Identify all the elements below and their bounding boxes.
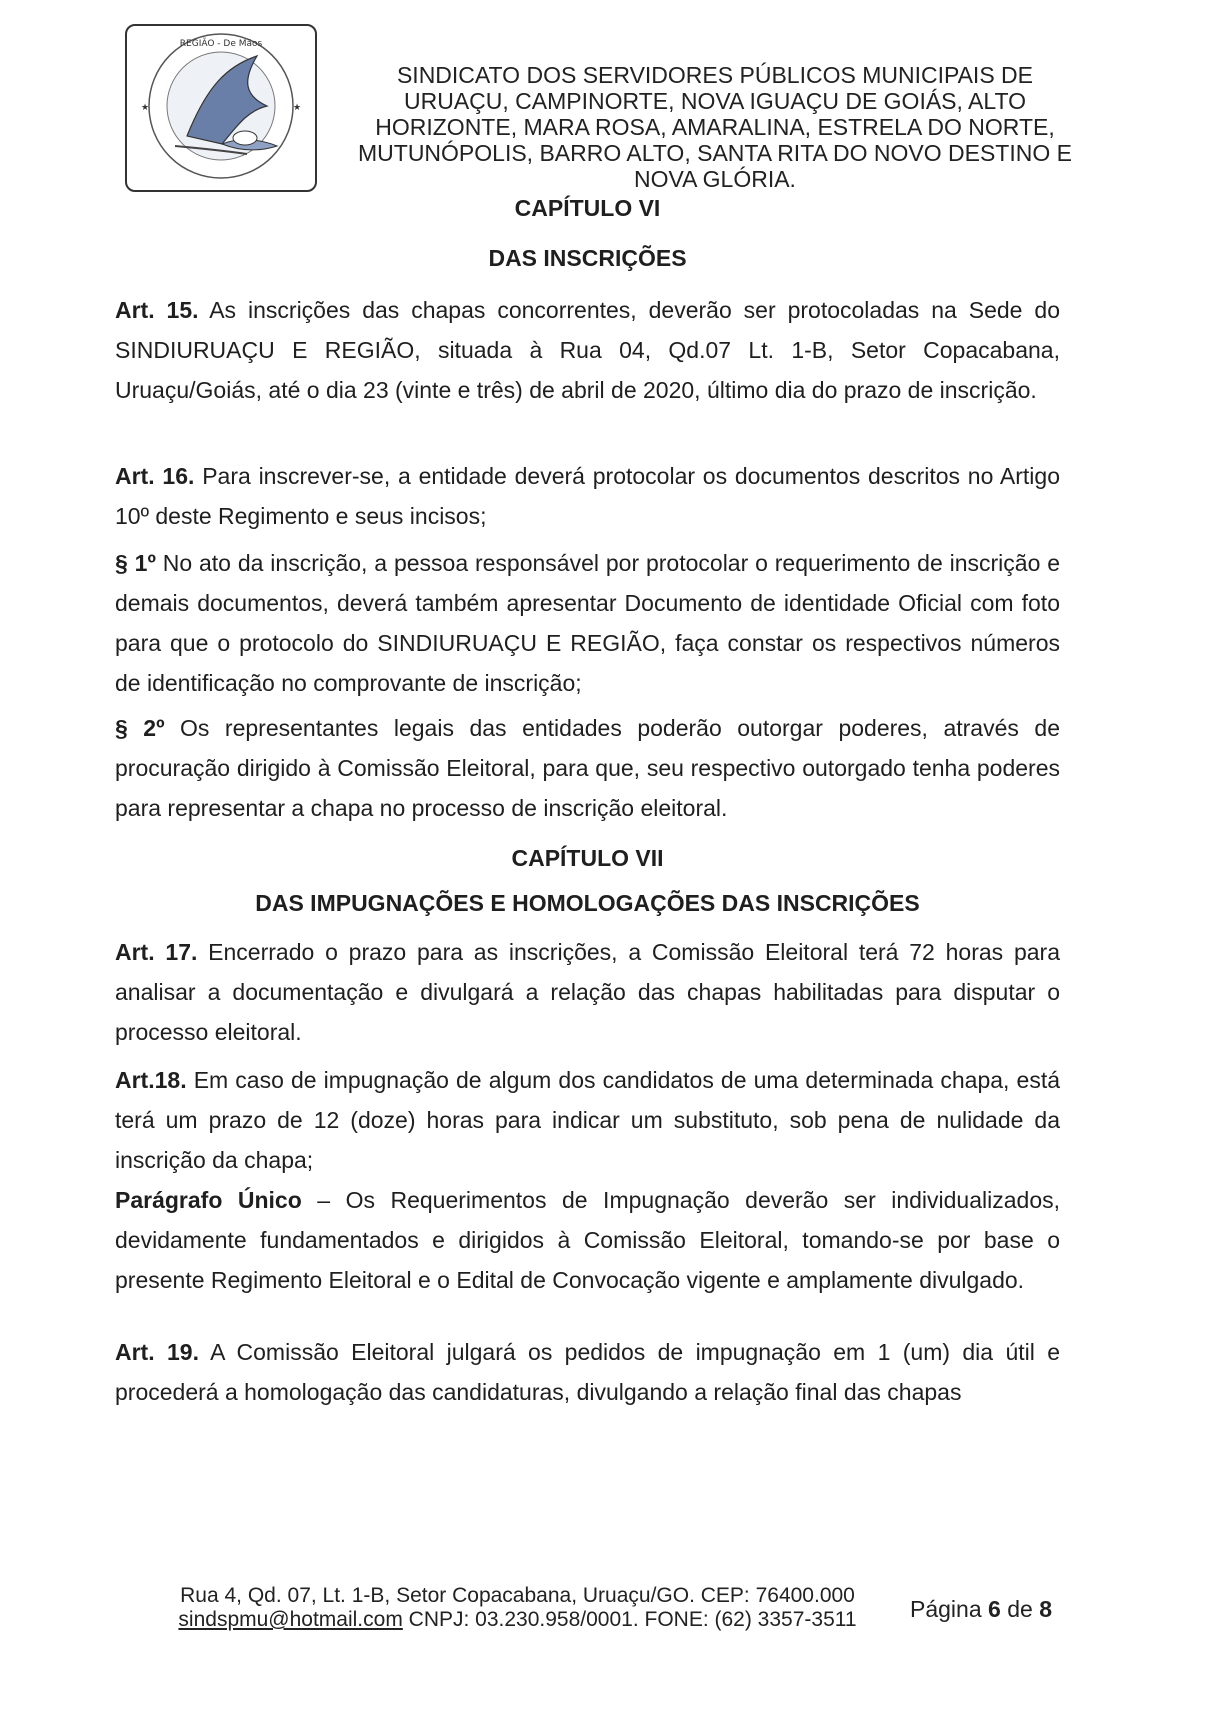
page-current: 6 <box>988 1596 1001 1622</box>
svg-text:★: ★ <box>293 103 302 113</box>
paragraph-text: Os representantes legais das entidades poderão outorgar poderes, através de procuração dirigido à Comissão Eleitoral, para que, seu respectivo outorgado tenha poderes para representar a chapa no processo de inscrição eleitoral. <box>115 715 1060 821</box>
paragraph-label: Parágrafo Único <box>115 1187 302 1213</box>
article-label: Art.18. <box>115 1067 187 1093</box>
footer-address-line: Rua 4, Qd. 07, Lt. 1-B, Setor Copacabana, Uruaçu/GO. CEP: 76400.000 <box>180 1584 855 1607</box>
eagle-handshake-emblem-icon <box>127 26 315 190</box>
article-16 <box>115 456 1060 536</box>
header-line: HORIZONTE, MARA ROSA, AMARALINA, ESTRELA DO NORTE, <box>375 114 1055 140</box>
page-prefix: Página <box>910 1596 982 1622</box>
article-text: Em caso de impugnação de algum dos candidatos de uma determinada chapa, está terá um prazo de 12 (doze) horas para indicar um substituto, sob pena de nulidade da inscrição da chapa; <box>115 1067 1060 1173</box>
footer-address <box>135 1584 900 1632</box>
page-separator: de <box>1007 1596 1033 1622</box>
article-19 <box>115 1332 1060 1412</box>
chapter-subtitle: DAS INSCRIÇÕES <box>488 245 687 271</box>
article-18 <box>115 1060 1060 1300</box>
paragraph-text: – Os Requerimentos de Impugnação deverão ser individualizados, devidamente fundamentados e dirigidos à Comissão Eleitoral, tomando-se por base o presente Regimento Eleitoral e o Edital de Convocação vigente e amplamente divulgado. <box>115 1187 1061 1293</box>
chapter-subtitle: DAS IMPUGNAÇÕES E HOMOLOGAÇÕES DAS INSCRIÇÕES <box>255 890 920 916</box>
chapter-title: CAPÍTULO VI <box>514 195 661 221</box>
footer-contact-line <box>135 1608 900 1632</box>
article-label: Art. 15. <box>115 297 199 323</box>
svg-text:REGIÃO - De Mãos: REGIÃO - De Mãos <box>179 39 263 49</box>
paragraph-2 <box>115 708 1060 828</box>
header-line: NOVA GLÓRIA. <box>634 166 796 192</box>
header-line: SINDICATO DOS SERVIDORES PÚBLICOS MUNICIPAIS DE <box>396 62 1034 88</box>
union-logo <box>125 24 317 192</box>
article-17 <box>115 932 1060 1052</box>
article-label: Art. 19. <box>115 1339 199 1365</box>
paragraph-1 <box>115 543 1060 703</box>
chapter-title: CAPÍTULO VII <box>511 845 664 871</box>
article-text: As inscrições das chapas concorrentes, deverão ser protocoladas na Sede do SINDIURUAÇU E REGIÃO, situada à Rua 04, Qd.07 Lt. 1-B, Setor Copacabana, Uruaçu/Goiás, até o dia 23 (vinte e três) de abril de 2020, último dia do prazo de inscrição. <box>115 297 1060 403</box>
article-text: Encerrado o prazo para as inscrições, a Comissão Eleitoral terá 72 horas para analisar a documentação e divulgará a relação das chapas habilitadas para disputar o processo eleitoral. <box>115 939 1060 1045</box>
header-line: URUAÇU, CAMPINORTE, NOVA IGUAÇU DE GOIÁS, ALTO <box>404 88 1026 114</box>
article-text: A Comissão Eleitoral julgará os pedidos de impugnação em 1 (um) dia útil e procederá a homologação das candidaturas, divulgando a relação final das chapas <box>115 1339 1061 1405</box>
footer-contact: CNPJ: 03.230.958/0001. FONE: (62) 3357-3511 <box>408 1608 857 1631</box>
institution-header <box>335 62 1095 192</box>
svg-text:★: ★ <box>141 103 150 113</box>
header-line: MUTUNÓPOLIS, BARRO ALTO, SANTA RITA DO NOVO DESTINO E <box>358 140 1072 166</box>
article-label: Art. 17. <box>115 939 198 965</box>
paragraph-text: No ato da inscrição, a pessoa responsável por protocolar o requerimento de inscrição e demais documentos, deverá também apresentar Documento de identidade Oficial com foto para que o protocolo do SINDIURUAÇU E REGIÃO, faça constar os respectivos números de identificação no comprovante de inscrição; <box>115 550 1061 696</box>
page-total: 8 <box>1039 1596 1052 1622</box>
page-number <box>910 1596 1052 1623</box>
article-label: Art. 16. <box>115 463 195 489</box>
footer-email-link[interactable]: sindspmu@hotmail.com <box>178 1608 403 1631</box>
paragraph-label: § 1º <box>115 550 156 576</box>
paragraph-label: § 2º <box>115 715 165 741</box>
article-15 <box>115 290 1060 410</box>
article-text: Para inscrever-se, a entidade deverá protocolar os documentos descritos no Artigo 10º deste Regimento e seus incisos; <box>115 463 1061 529</box>
